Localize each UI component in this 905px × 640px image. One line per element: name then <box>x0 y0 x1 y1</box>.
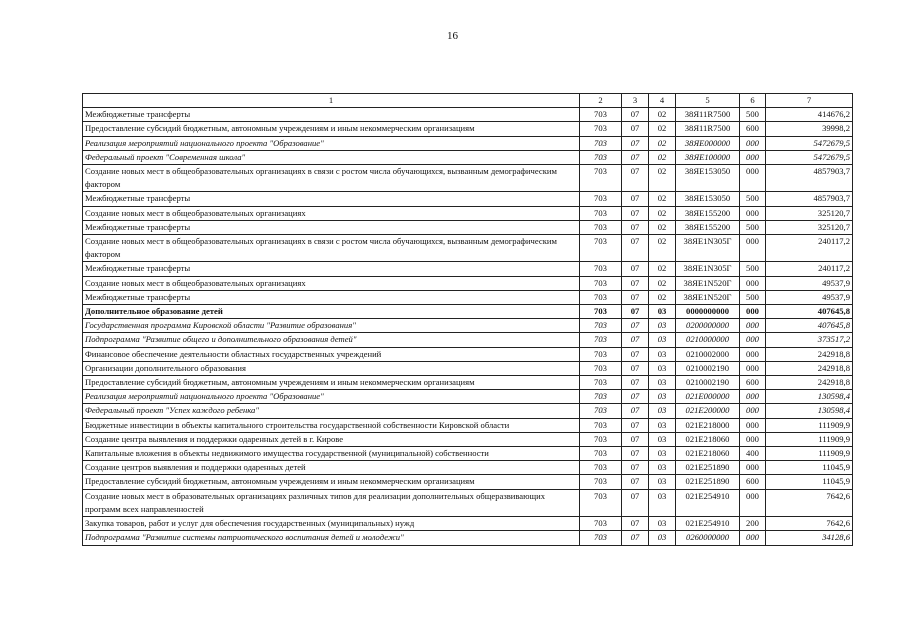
section-code-cell: 07 <box>622 517 649 531</box>
amount-cell: 5472679,5 <box>766 136 853 150</box>
section-code-cell: 07 <box>622 376 649 390</box>
expense-type-cell: 000 <box>740 276 766 290</box>
table-row <box>83 517 853 531</box>
row-name-cell: Создание центров выявления и поддержки одаренных детей <box>83 461 580 475</box>
table-row <box>83 461 853 475</box>
section-code-cell: 07 <box>622 319 649 333</box>
amount-cell: 11045,9 <box>766 475 853 489</box>
row-name-cell: Создание новых мест в образовательных организациях различных типов для реализации дополнительных общеразвивающих программ всех направленностей <box>83 489 580 516</box>
ministry-code-cell: 703 <box>580 262 622 276</box>
table-row <box>83 418 853 432</box>
target-article-cell: 0000000000 <box>676 305 740 319</box>
target-article-cell: 0260000000 <box>676 531 740 545</box>
ministry-code-cell: 703 <box>580 404 622 418</box>
subsection-code-cell: 03 <box>649 347 676 361</box>
row-name-cell: Межбюджетные трансферты <box>83 192 580 206</box>
subsection-code-cell: 02 <box>649 276 676 290</box>
row-name-cell: Закупка товаров, работ и услуг для обеспечения государственных (муниципальных) нужд <box>83 517 580 531</box>
table-row <box>83 531 853 545</box>
row-name-cell: Федеральный проект "Успех каждого ребенка" <box>83 404 580 418</box>
target-article-cell: 38ЯЕ100000 <box>676 150 740 164</box>
target-article-cell: 0210002190 <box>676 361 740 375</box>
ministry-code-cell: 703 <box>580 235 622 262</box>
subsection-code-cell: 02 <box>649 108 676 122</box>
table-row <box>83 165 853 192</box>
target-article-cell: 021E200000 <box>676 404 740 418</box>
row-name-cell: Предоставление субсидий бюджетным, автономным учреждениям и иным некоммерческим организациям <box>83 376 580 390</box>
expense-type-cell: 500 <box>740 108 766 122</box>
section-code-cell: 07 <box>622 136 649 150</box>
amount-cell: 49537,9 <box>766 290 853 304</box>
section-code-cell: 07 <box>622 276 649 290</box>
target-article-cell: 021E218060 <box>676 447 740 461</box>
ministry-code-cell: 703 <box>580 517 622 531</box>
ministry-code-cell: 703 <box>580 447 622 461</box>
table-row <box>83 262 853 276</box>
ministry-code-cell: 703 <box>580 531 622 545</box>
target-article-cell: 021E218060 <box>676 432 740 446</box>
amount-cell: 240117,2 <box>766 262 853 276</box>
expense-type-cell: 000 <box>740 235 766 262</box>
expense-type-cell: 000 <box>740 165 766 192</box>
header-cell: 4 <box>649 94 676 108</box>
amount-cell: 130598,4 <box>766 404 853 418</box>
ministry-code-cell: 703 <box>580 333 622 347</box>
expense-type-cell: 500 <box>740 192 766 206</box>
subsection-code-cell: 02 <box>649 192 676 206</box>
subsection-code-cell: 03 <box>649 305 676 319</box>
ministry-code-cell: 703 <box>580 150 622 164</box>
header-cell: 1 <box>83 94 580 108</box>
target-article-cell: 021E251890 <box>676 475 740 489</box>
table-row <box>83 192 853 206</box>
expense-type-cell: 000 <box>740 150 766 164</box>
table-row <box>83 333 853 347</box>
row-name-cell: Создание новых мест в общеобразовательных организациях <box>83 276 580 290</box>
row-name-cell: Межбюджетные трансферты <box>83 262 580 276</box>
target-article-cell: 38ЯЕ1N520Г <box>676 290 740 304</box>
ministry-code-cell: 703 <box>580 432 622 446</box>
section-code-cell: 07 <box>622 390 649 404</box>
section-code-cell: 07 <box>622 347 649 361</box>
ministry-code-cell: 703 <box>580 136 622 150</box>
row-name-cell: Создание новых мест в общеобразовательных организациях <box>83 206 580 220</box>
amount-cell: 242918,8 <box>766 361 853 375</box>
target-article-cell: 38ЯЕ153050 <box>676 165 740 192</box>
subsection-code-cell: 03 <box>649 432 676 446</box>
table-row <box>83 206 853 220</box>
target-article-cell: 021E254910 <box>676 517 740 531</box>
table-row <box>83 390 853 404</box>
section-code-cell: 07 <box>622 206 649 220</box>
amount-cell: 414676,2 <box>766 108 853 122</box>
amount-cell: 39998,2 <box>766 122 853 136</box>
header-cell: 3 <box>622 94 649 108</box>
table-row <box>83 290 853 304</box>
row-name-cell: Дополнительное образование детей <box>83 305 580 319</box>
table-row <box>83 235 853 262</box>
expense-type-cell: 600 <box>740 122 766 136</box>
expense-type-cell: 200 <box>740 517 766 531</box>
table-row <box>83 361 853 375</box>
target-article-cell: 0210000000 <box>676 333 740 347</box>
ministry-code-cell: 703 <box>580 319 622 333</box>
table-row <box>83 136 853 150</box>
table-row <box>83 220 853 234</box>
table-row <box>83 319 853 333</box>
section-code-cell: 07 <box>622 489 649 516</box>
target-article-cell: 0200000000 <box>676 319 740 333</box>
subsection-code-cell: 03 <box>649 447 676 461</box>
row-name-cell: Государственная программа Кировской области "Развитие образования" <box>83 319 580 333</box>
section-code-cell: 07 <box>622 165 649 192</box>
amount-cell: 111909,9 <box>766 432 853 446</box>
subsection-code-cell: 03 <box>649 404 676 418</box>
row-name-cell: Создание новых мест в общеобразовательных организациях в связи с ростом числа обучающихся, вызванным демографическим фактором <box>83 165 580 192</box>
subsection-code-cell: 02 <box>649 220 676 234</box>
subsection-code-cell: 02 <box>649 150 676 164</box>
expense-type-cell: 000 <box>740 361 766 375</box>
expense-type-cell: 000 <box>740 333 766 347</box>
subsection-code-cell: 03 <box>649 461 676 475</box>
ministry-code-cell: 703 <box>580 122 622 136</box>
subsection-code-cell: 03 <box>649 390 676 404</box>
row-name-cell: Создание центра выявления и поддержки одаренных детей в г. Кирове <box>83 432 580 446</box>
section-code-cell: 07 <box>622 333 649 347</box>
budget-table-body <box>83 94 853 546</box>
subsection-code-cell: 03 <box>649 517 676 531</box>
subsection-code-cell: 03 <box>649 333 676 347</box>
expense-type-cell: 400 <box>740 447 766 461</box>
subsection-code-cell: 03 <box>649 489 676 516</box>
subsection-code-cell: 02 <box>649 206 676 220</box>
ministry-code-cell: 703 <box>580 461 622 475</box>
table-row <box>83 122 853 136</box>
ministry-code-cell: 703 <box>580 361 622 375</box>
amount-cell: 242918,8 <box>766 376 853 390</box>
target-article-cell: 021E218000 <box>676 418 740 432</box>
amount-cell: 325120,7 <box>766 206 853 220</box>
row-name-cell: Предоставление субсидий бюджетным, автономным учреждениям и иным некоммерческим организациям <box>83 122 580 136</box>
section-code-cell: 07 <box>622 404 649 418</box>
target-article-cell: 0210002190 <box>676 376 740 390</box>
ministry-code-cell: 703 <box>580 376 622 390</box>
expense-type-cell: 600 <box>740 376 766 390</box>
row-name-cell: Предоставление субсидий бюджетным, автономным учреждениям и иным некоммерческим организациям <box>83 475 580 489</box>
target-article-cell: 38ЯЕ155200 <box>676 220 740 234</box>
target-article-cell: 38Я11R7500 <box>676 122 740 136</box>
expense-type-cell: 500 <box>740 290 766 304</box>
table-row <box>83 347 853 361</box>
table-header-row <box>83 94 853 108</box>
section-code-cell: 07 <box>622 432 649 446</box>
amount-cell: 111909,9 <box>766 447 853 461</box>
subsection-code-cell: 02 <box>649 136 676 150</box>
expense-type-cell: 000 <box>740 418 766 432</box>
row-name-cell: Капитальные вложения в объекты недвижимого имущества государственной (муниципальной) собственности <box>83 447 580 461</box>
subsection-code-cell: 03 <box>649 361 676 375</box>
table-row <box>83 447 853 461</box>
target-article-cell: 38ЯЕ153050 <box>676 192 740 206</box>
ministry-code-cell: 703 <box>580 347 622 361</box>
page-number: 16 <box>447 30 458 42</box>
target-article-cell: 38ЯЕ000000 <box>676 136 740 150</box>
amount-cell: 111909,9 <box>766 418 853 432</box>
target-article-cell: 0210002000 <box>676 347 740 361</box>
section-code-cell: 07 <box>622 361 649 375</box>
amount-cell: 4857903,7 <box>766 192 853 206</box>
expense-type-cell: 000 <box>740 432 766 446</box>
target-article-cell: 021E254910 <box>676 489 740 516</box>
ministry-code-cell: 703 <box>580 108 622 122</box>
subsection-code-cell: 02 <box>649 262 676 276</box>
ministry-code-cell: 703 <box>580 192 622 206</box>
header-cell: 2 <box>580 94 622 108</box>
row-name-cell: Организации дополнительного образования <box>83 361 580 375</box>
table-row <box>83 404 853 418</box>
section-code-cell: 07 <box>622 305 649 319</box>
target-article-cell: 38ЯЕ1N520Г <box>676 276 740 290</box>
amount-cell: 7642,6 <box>766 489 853 516</box>
row-name-cell: Реализация мероприятий национального проекта "Образование" <box>83 136 580 150</box>
expense-type-cell: 500 <box>740 220 766 234</box>
row-name-cell: Создание новых мест в общеобразовательных организациях в связи с ростом числа обучающихся, вызванным демографическим фактором <box>83 235 580 262</box>
table-row <box>83 432 853 446</box>
ministry-code-cell: 703 <box>580 206 622 220</box>
subsection-code-cell: 02 <box>649 122 676 136</box>
amount-cell: 34128,6 <box>766 531 853 545</box>
header-cell: 7 <box>766 94 853 108</box>
section-code-cell: 07 <box>622 122 649 136</box>
table-row <box>83 108 853 122</box>
section-code-cell: 07 <box>622 220 649 234</box>
target-article-cell: 021E000000 <box>676 390 740 404</box>
row-name-cell: Подпрограмма "Развитие общего и дополнительного образования детей" <box>83 333 580 347</box>
amount-cell: 5472679,5 <box>766 150 853 164</box>
section-code-cell: 07 <box>622 235 649 262</box>
expense-type-cell: 600 <box>740 475 766 489</box>
amount-cell: 11045,9 <box>766 461 853 475</box>
section-code-cell: 07 <box>622 290 649 304</box>
amount-cell: 407645,8 <box>766 305 853 319</box>
header-cell: 6 <box>740 94 766 108</box>
table-row <box>83 376 853 390</box>
target-article-cell: 38ЯЕ1N305Г <box>676 262 740 276</box>
ministry-code-cell: 703 <box>580 475 622 489</box>
subsection-code-cell: 02 <box>649 235 676 262</box>
ministry-code-cell: 703 <box>580 276 622 290</box>
expense-type-cell: 000 <box>740 136 766 150</box>
budget-table <box>82 93 853 546</box>
table-row <box>83 489 853 516</box>
ministry-code-cell: 703 <box>580 220 622 234</box>
amount-cell: 325120,7 <box>766 220 853 234</box>
expense-type-cell: 000 <box>740 206 766 220</box>
subsection-code-cell: 02 <box>649 165 676 192</box>
amount-cell: 4857903,7 <box>766 165 853 192</box>
section-code-cell: 07 <box>622 418 649 432</box>
row-name-cell: Межбюджетные трансферты <box>83 220 580 234</box>
row-name-cell: Подпрограмма "Развитие системы патриотического воспитания детей и молодежи" <box>83 531 580 545</box>
ministry-code-cell: 703 <box>580 489 622 516</box>
expense-type-cell: 000 <box>740 347 766 361</box>
target-article-cell: 021E251890 <box>676 461 740 475</box>
ministry-code-cell: 703 <box>580 390 622 404</box>
amount-cell: 49537,9 <box>766 276 853 290</box>
amount-cell: 242918,8 <box>766 347 853 361</box>
table-row <box>83 475 853 489</box>
section-code-cell: 07 <box>622 447 649 461</box>
amount-cell: 7642,6 <box>766 517 853 531</box>
row-name-cell: Межбюджетные трансферты <box>83 290 580 304</box>
header-cell: 5 <box>676 94 740 108</box>
ministry-code-cell: 703 <box>580 290 622 304</box>
subsection-code-cell: 03 <box>649 531 676 545</box>
subsection-code-cell: 02 <box>649 290 676 304</box>
row-name-cell: Реализация мероприятий национального проекта "Образование" <box>83 390 580 404</box>
expense-type-cell: 000 <box>740 531 766 545</box>
subsection-code-cell: 03 <box>649 319 676 333</box>
table-row <box>83 305 853 319</box>
expense-type-cell: 000 <box>740 305 766 319</box>
expense-type-cell: 000 <box>740 390 766 404</box>
row-name-cell: Бюджетные инвестиции в объекты капитального строительства государственной собственности Кировской области <box>83 418 580 432</box>
section-code-cell: 07 <box>622 192 649 206</box>
ministry-code-cell: 703 <box>580 165 622 192</box>
ministry-code-cell: 703 <box>580 418 622 432</box>
section-code-cell: 07 <box>622 262 649 276</box>
table-row <box>83 276 853 290</box>
amount-cell: 130598,4 <box>766 390 853 404</box>
ministry-code-cell: 703 <box>580 305 622 319</box>
subsection-code-cell: 03 <box>649 418 676 432</box>
section-code-cell: 07 <box>622 108 649 122</box>
target-article-cell: 38ЯЕ1N305Г <box>676 235 740 262</box>
section-code-cell: 07 <box>622 531 649 545</box>
amount-cell: 373517,2 <box>766 333 853 347</box>
table-row <box>83 150 853 164</box>
target-article-cell: 38ЯЕ155200 <box>676 206 740 220</box>
expense-type-cell: 000 <box>740 489 766 516</box>
amount-cell: 240117,2 <box>766 235 853 262</box>
expense-type-cell: 000 <box>740 461 766 475</box>
row-name-cell: Финансовое обеспечение деятельности областных государственных учреждений <box>83 347 580 361</box>
expense-type-cell: 500 <box>740 262 766 276</box>
expense-type-cell: 000 <box>740 404 766 418</box>
section-code-cell: 07 <box>622 461 649 475</box>
row-name-cell: Федеральный проект "Современная школа" <box>83 150 580 164</box>
row-name-cell: Межбюджетные трансферты <box>83 108 580 122</box>
subsection-code-cell: 03 <box>649 376 676 390</box>
expense-type-cell: 000 <box>740 319 766 333</box>
section-code-cell: 07 <box>622 475 649 489</box>
amount-cell: 407645,8 <box>766 319 853 333</box>
target-article-cell: 38Я11R7500 <box>676 108 740 122</box>
subsection-code-cell: 03 <box>649 475 676 489</box>
section-code-cell: 07 <box>622 150 649 164</box>
